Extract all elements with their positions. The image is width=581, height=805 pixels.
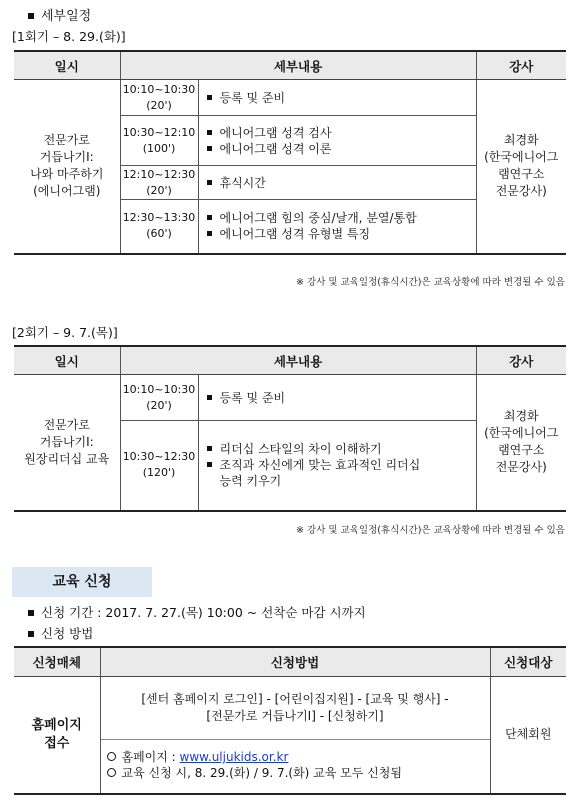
square-bullet-icon (207, 95, 212, 100)
square-bullet-icon (207, 462, 212, 467)
square-bullet-icon (28, 13, 34, 19)
square-bullet-icon (207, 215, 212, 220)
header-detail: 세부내용 (120, 51, 476, 80)
header-instructor: 강사 (476, 51, 566, 80)
square-bullet-icon (207, 231, 212, 236)
session1-schedule-table (14, 50, 566, 255)
program-name: 전문가로 거듭나기Ⅰ: 나와 마주하기 (에니어그램) (14, 80, 120, 254)
detail-cell: 리더십 스타일의 차이 이해하기 조직과 자신에게 맞는 효과적인 리더십 능력 키우기 (198, 421, 476, 511)
square-bullet-icon (207, 395, 212, 400)
header-method: 신청방법 (100, 647, 490, 677)
time-slot: 12:30~13:30 (60') (120, 200, 198, 254)
header-date: 일시 (14, 346, 120, 375)
square-bullet-icon (207, 146, 212, 151)
header-medium: 신청매체 (14, 647, 100, 677)
session2-note: ※ 강사 및 교육일정(휴식시간)은 교육상황에 따라 변경될 수 있음 (296, 525, 565, 536)
medium-cell: 홈페이지 접수 (14, 677, 100, 794)
time-slot: 10:10~10:30 (20') (120, 375, 198, 421)
header-instructor: 강사 (476, 346, 566, 375)
header-date: 일시 (14, 51, 120, 80)
instructor-cell: 최경화 (한국에니어그 램연구소 전문강사) (476, 80, 566, 254)
square-bullet-icon (28, 610, 34, 616)
detail-cell: 등록 및 준비 (198, 80, 476, 116)
time-slot: 12:10~12:30 (20') (120, 166, 198, 200)
session2-label: [2회기 – 9. 7.(목)] (12, 325, 118, 340)
circle-bullet-icon (107, 768, 116, 777)
detail-cell: 에니어그램 힘의 중심/날개, 분열/통합 에니어그램 성격 유형별 특징 (198, 200, 476, 254)
session1-label: [1회기 – 8. 29.(화)] (12, 29, 126, 44)
detail-cell: 휴식시간 (198, 166, 476, 200)
time-slot: 10:30~12:10 (100') (120, 116, 198, 166)
circle-bullet-icon (107, 752, 116, 761)
session2-schedule-table (14, 345, 566, 512)
apply-period: 신청 기간 : 2017. 7. 27.(목) 10:00 ~ 선착순 마감 시까지 (28, 603, 366, 621)
detail-cell: 등록 및 준비 (198, 375, 476, 421)
square-bullet-icon (207, 446, 212, 451)
square-bullet-icon (207, 130, 212, 135)
header-detail: 세부내용 (120, 346, 476, 375)
detail-cell: 에니어그램 성격 검사 에니어그램 성격 이론 (198, 116, 476, 166)
homepage-link[interactable]: www.uljukids.or.kr (179, 750, 289, 764)
time-slot: 10:10~10:30 (20') (120, 80, 198, 116)
header-target: 신청대상 (490, 647, 566, 677)
program-name: 전문가로 거듭나기Ⅰ: 원장리더십 교육 (14, 375, 120, 511)
square-bullet-icon (28, 631, 34, 637)
apply-notice: 교육 신청 시, 8. 29.(화) / 9. 7.(화) 교육 모두 신청됨 (121, 766, 402, 780)
menu-path: [센터 홈페이지 로그인] - [어린이집지원] - [교육 및 행사] - [전문가로 거듭나기Ⅰ] - [신청하기] (101, 677, 490, 740)
instructor-cell: 최경화 (한국에니어그 램연구소 전문강사) (476, 375, 566, 511)
detail-heading: 세부일정 (28, 5, 91, 24)
method-heading: 신청 방법 (28, 624, 93, 642)
apply-method-table (14, 646, 566, 795)
session1-note: ※ 강사 및 교육일정(휴식시간)은 교육상황에 따라 변경될 수 있음 (296, 277, 565, 288)
target-cell: 단체회원 (490, 677, 566, 794)
square-bullet-icon (207, 180, 212, 185)
time-slot: 10:30~12:30 (120') (120, 421, 198, 511)
method-cell: [센터 홈페이지 로그인] - [어린이집지원] - [교육 및 행사] - [전문가로 거듭나기Ⅰ] - [신청하기] 홈페이지 : www.uljukids.or.kr 교육 신청 시, 8. 29.(화) / 9. 7.(화) 교육 모두 신청됨 (100, 677, 490, 794)
apply-section-title: 교육 신청 (12, 567, 152, 597)
